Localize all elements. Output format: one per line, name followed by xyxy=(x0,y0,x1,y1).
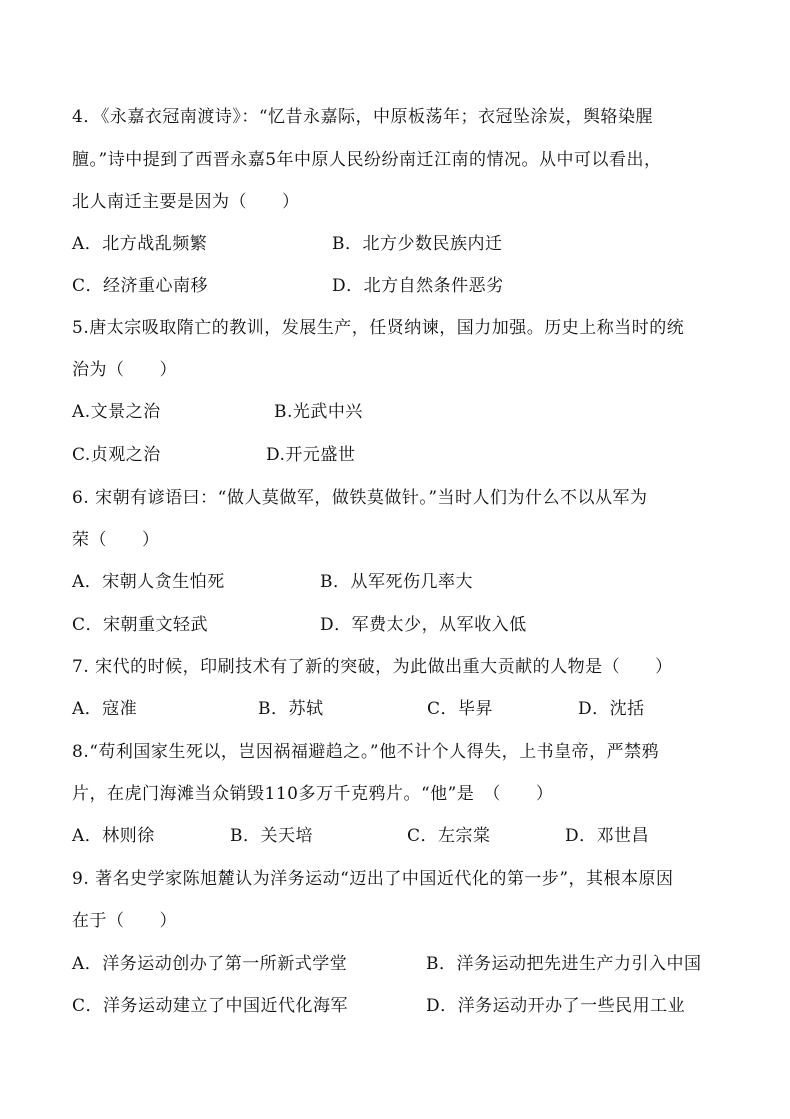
q4-stem-line-3: 北人南迁主要是因为（ ） xyxy=(72,192,300,212)
q9-stem-line-2: 在于（ ） xyxy=(72,911,177,931)
q4-option-a: A．北方战乱频繁 xyxy=(72,234,208,254)
q5-stem-line-2: 治为（ ） xyxy=(72,360,177,380)
q5-option-d: D.开元盛世 xyxy=(266,445,356,465)
q9-option-a: A．洋务运动创办了第一所新式学堂 xyxy=(72,954,348,974)
q6-option-c: C．宋朝重文轻武 xyxy=(72,615,209,635)
q5-option-c: C.贞观之治 xyxy=(72,445,161,465)
q7-option-c: C．毕昇 xyxy=(427,699,494,719)
q4-option-c: C．经济重心南移 xyxy=(72,276,209,296)
q6-stem-line-2: 荣（ ） xyxy=(72,530,160,550)
q6-option-b: B．从军死伤几率大 xyxy=(320,572,473,592)
q9-stem-line-1: 9. 著名史学家陈旭麓认为洋务运动“迈出了中国近代化的第一步”，其根本原因 xyxy=(72,869,674,889)
q8-stem-line-1: 8.“苟利国家生死以，岂因祸福避趋之。”他不计个人得失，上书皇帝，严禁鸦 xyxy=(72,742,660,762)
q5-option-a: A.文景之治 xyxy=(72,402,161,422)
q9-option-b: B．洋务运动把先进生产力引入中国 xyxy=(426,954,702,974)
q8-option-b: B．关天培 xyxy=(230,826,313,846)
q4-option-d: D．北方自然条件恶劣 xyxy=(332,276,504,296)
q7-stem-line-1: 7. 宋代的时候，印刷技术有了新的突破，为此做出重大贡献的人物是（ ） xyxy=(72,657,673,677)
q7-option-b: B．苏轼 xyxy=(258,699,324,719)
q4-option-b: B．北方少数民族内迁 xyxy=(332,234,503,254)
q9-option-c: C．洋务运动建立了中国近代化海军 xyxy=(72,996,349,1016)
q4-stem-line-1: 4．《永嘉衣冠南渡诗》：“忆昔永嘉际，中原板荡年；衣冠坠涂炭，舆辂染腥 xyxy=(72,107,654,127)
q8-option-d: D．邓世昌 xyxy=(565,826,650,846)
q5-option-b: B.光武中兴 xyxy=(274,402,363,422)
q7-option-a: A．寇准 xyxy=(72,699,138,719)
q6-option-a: A．宋朝人贪生怕死 xyxy=(72,572,225,592)
q4-stem-line-2: 膻。”诗中提到了西晋永嘉5年中原人民纷纷南迁江南的情况。从中可以看出， xyxy=(72,150,662,170)
q5-stem-line-1: 5.唐太宗吸取隋亡的教训，发展生产，任贤纳谏，国力加强。历史上称当时的统 xyxy=(72,318,685,338)
q9-option-d: D．洋务运动开办了一些民用工业 xyxy=(426,996,686,1016)
q8-option-a: A．林则徐 xyxy=(72,826,155,846)
q7-option-d: D．沈括 xyxy=(578,699,645,719)
q6-stem-line-1: 6. 宋朝有谚语曰：“做人莫做军，做铁莫做针。”当时人们为什么不以从军为 xyxy=(72,488,648,508)
q8-stem-line-2: 片，在虎门海滩当众销毁110多万千克鸦片。“他”是 （ ） xyxy=(72,784,554,804)
q8-option-c: C．左宗棠 xyxy=(407,826,491,846)
q6-option-d: D．军费太少，从军收入低 xyxy=(320,615,527,635)
